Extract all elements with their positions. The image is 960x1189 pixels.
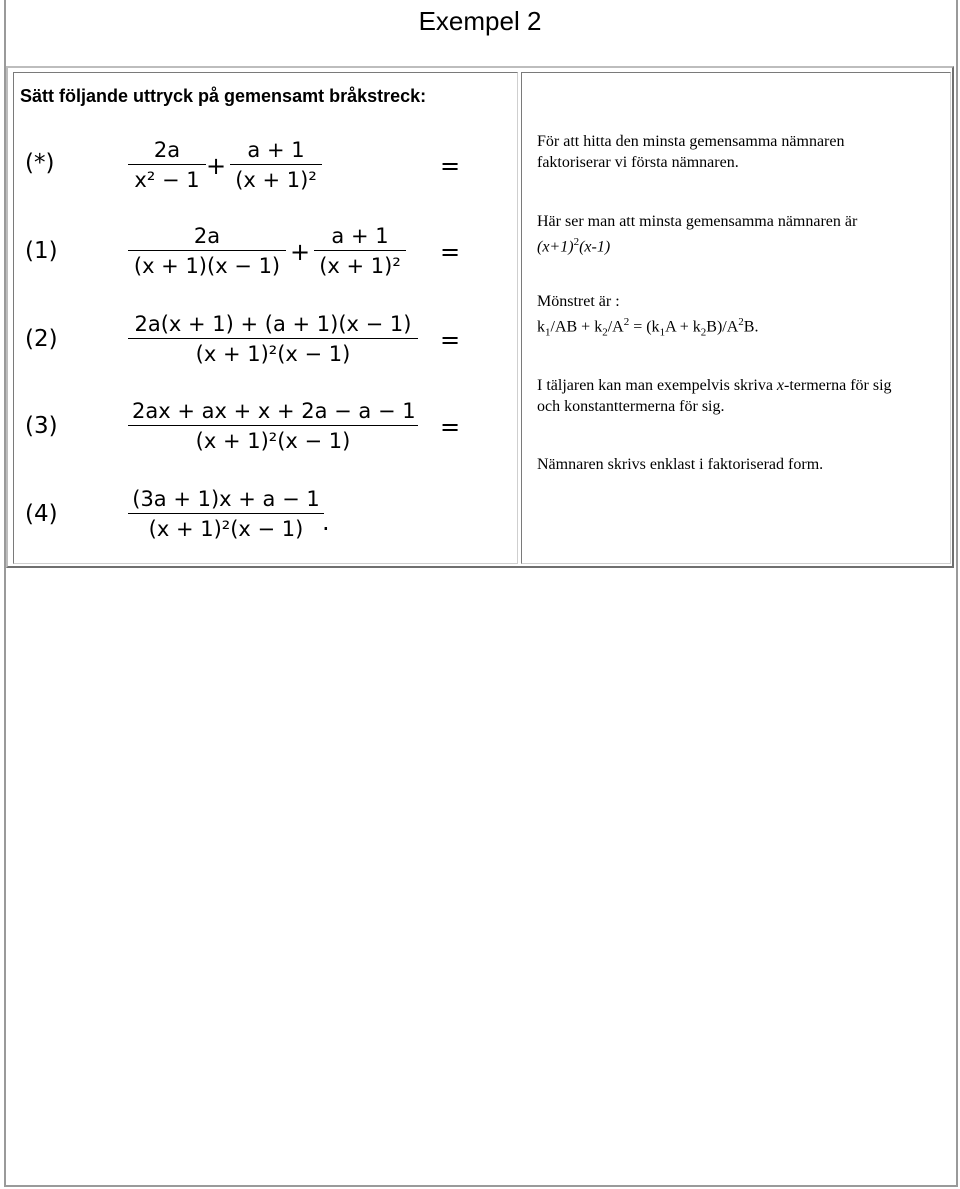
- note-line: För att hitta den minsta gemensamma nämnaren: [537, 133, 845, 150]
- denominator: (x + 1)²: [319, 254, 401, 278]
- row-label: (4): [25, 501, 58, 527]
- fraction: [128, 310, 418, 369]
- formula-sub: 1: [545, 326, 551, 339]
- final-period: .: [322, 508, 330, 536]
- formula-part: /A: [607, 318, 624, 336]
- formula-sup: 2: [623, 316, 630, 328]
- note-line: Här ser man att minsta gemensamma nämnaren är: [537, 213, 858, 230]
- formula-part: B)/A: [706, 318, 739, 336]
- numerator: a + 1: [247, 138, 305, 162]
- note-text: -termerna för sig: [784, 377, 892, 394]
- note-line: Mönstret är :: [537, 293, 620, 310]
- pattern-formula: [537, 312, 758, 344]
- denominator: (x + 1)²: [235, 168, 317, 192]
- row-label: (2): [25, 326, 58, 352]
- numerator: 2a: [153, 138, 181, 162]
- formula-sub: 2: [700, 326, 707, 339]
- formula-sub: 1: [659, 326, 666, 339]
- note-text: I täljaren kan man exempelvis skriva: [537, 377, 777, 394]
- formula-sub: 2: [602, 326, 608, 339]
- numerator: 2a: [193, 224, 221, 248]
- expr-part: (x+1): [537, 238, 574, 256]
- fraction: [128, 222, 286, 281]
- row-label: (1): [25, 238, 58, 264]
- note-line: och konstanttermerna för sig.: [537, 398, 725, 415]
- fraction: [314, 222, 406, 281]
- note-expression: [537, 232, 857, 257]
- fraction: [128, 485, 324, 544]
- numerator: (3a + 1)x + a − 1: [132, 487, 320, 511]
- equals-sign: =: [440, 413, 461, 441]
- note-common-denominator: [537, 211, 857, 257]
- page-title: Exempel 2: [418, 6, 542, 36]
- formula-sup: 2: [738, 316, 744, 328]
- denominator: (x + 1)²(x − 1): [148, 517, 304, 541]
- row-label: (3): [25, 413, 58, 439]
- note-pattern: [537, 291, 758, 344]
- numerator: a + 1: [331, 224, 389, 248]
- note-factorize: [537, 131, 844, 173]
- formula-part: = (k: [629, 318, 660, 336]
- formula-part: B.: [743, 318, 759, 336]
- note-line: faktoriserar vi första nämnaren.: [537, 154, 739, 171]
- note-line: [537, 375, 892, 396]
- fraction: [128, 397, 418, 456]
- note-denominator: [537, 454, 823, 475]
- formula-part: k: [537, 318, 545, 336]
- note-variable: x: [776, 377, 785, 394]
- plus-sign: +: [206, 152, 227, 180]
- plus-sign: +: [290, 238, 311, 266]
- equals-sign: =: [440, 152, 461, 180]
- denominator: (x + 1)²(x − 1): [195, 429, 351, 453]
- expr-part: (x-1): [579, 238, 611, 256]
- numerator: 2a(x + 1) + (a + 1)(x − 1): [134, 312, 412, 336]
- equals-sign: =: [440, 238, 461, 266]
- denominator: (x + 1)²(x − 1): [195, 342, 351, 366]
- denominator: x² − 1: [134, 168, 200, 192]
- numerator: 2ax + ax + x + 2a − a − 1: [132, 399, 416, 423]
- denominator: (x + 1)(x − 1): [133, 254, 281, 278]
- note-numerator: [537, 375, 892, 417]
- fraction: [230, 136, 322, 195]
- formula-part: A + k: [665, 318, 701, 336]
- row-label: (*): [25, 150, 55, 176]
- expr-exponent: 2: [573, 236, 580, 248]
- equals-sign: =: [440, 326, 461, 354]
- fraction: [128, 136, 206, 195]
- formula-part: /AB + k: [550, 318, 603, 336]
- instruction-heading: Sätt följande uttryck på gemensamt bråkstreck:: [20, 86, 427, 106]
- note-line: Nämnaren skrivs enklast i faktoriserad form.: [537, 456, 824, 473]
